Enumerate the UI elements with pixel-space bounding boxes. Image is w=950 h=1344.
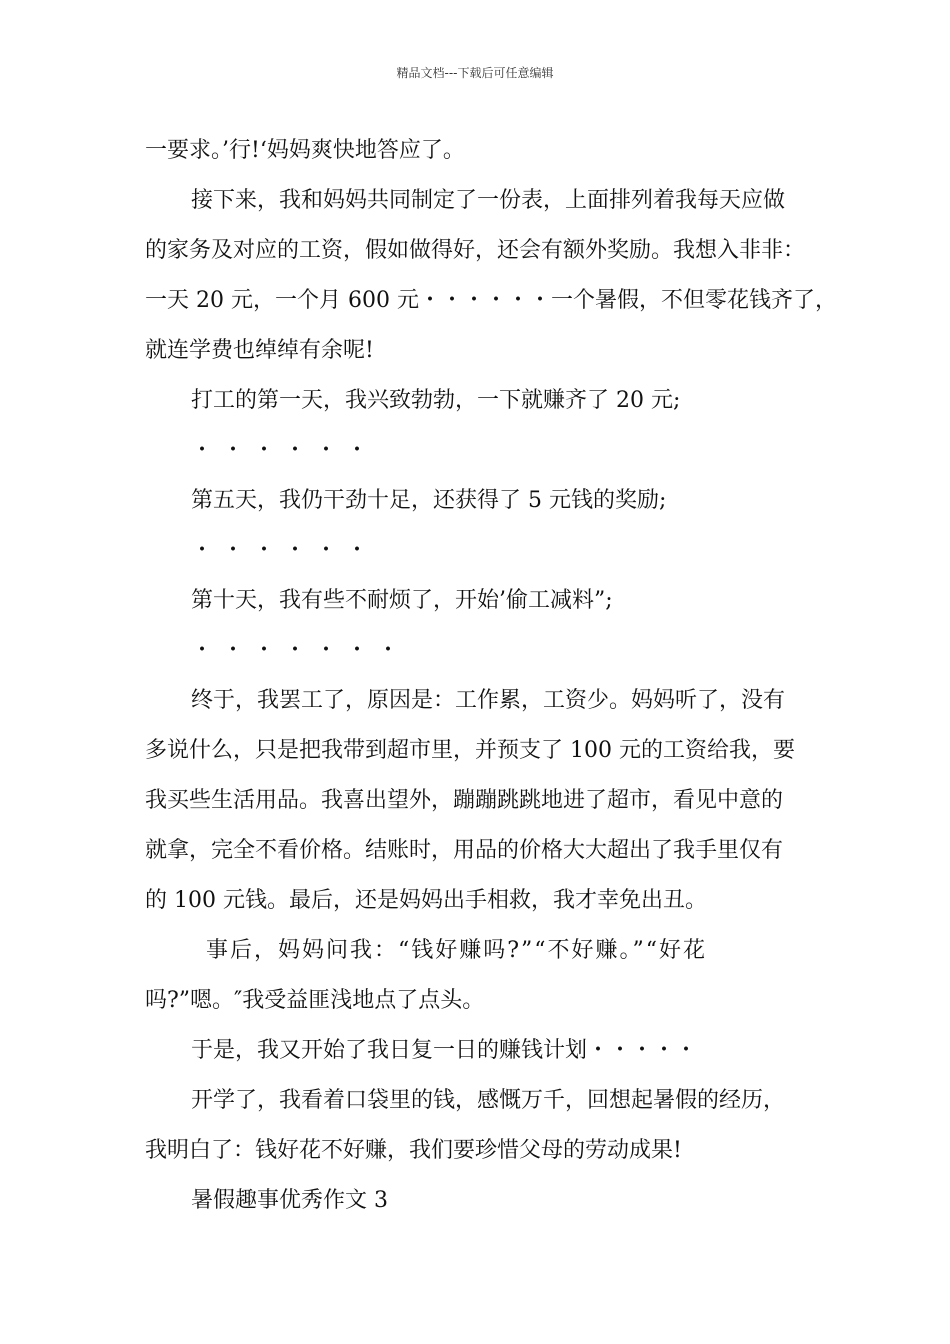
text-line: 一天 20 元，一个月 600 元・・・・・・一个暑假，不但零花钱齐了， [145, 288, 837, 313]
text-line: 吗?”嗯。″我受益匪浅地点了点头。 [145, 988, 485, 1013]
ellipsis-line: ・・・・・・ [191, 538, 378, 563]
text-line: 就连学费也绰绰有余呢! [145, 338, 374, 363]
text-line: 打工的第一天，我兴致勃勃，一下就赚齐了 20 元; [191, 388, 681, 413]
text-line: 开学了，我看着口袋里的钱，感慨万千，回想起暑假的经历， [191, 1088, 786, 1113]
text-line: 多说什么，只是把我带到超市里，并预支了 100 元的工资给我，要 [145, 738, 795, 763]
text-line: 于是，我又开始了我日复一日的赚钱计划・・・・・ [191, 1038, 698, 1063]
text-line: 我明白了：钱好花不好赚，我们要珍惜父母的劳动成果! [145, 1138, 682, 1163]
ellipsis-line: ・・・・・・ [191, 438, 378, 463]
text-line: 接下来，我和妈妈共同制定了一份表，上面排列着我每天应做 [191, 188, 786, 213]
text-line: 终于，我罢工了，原因是：工作累，工资少。妈妈听了，没有 [191, 688, 786, 713]
text-line: 事后，妈妈问我：“钱好赚吗?”“不好赚。”“好花 [206, 938, 708, 963]
text-line: 就拿，完全不看价格。结账时，用品的价格大大超出了我手里仅有 [145, 838, 784, 863]
ellipsis-line: ・・・・・・・ [191, 638, 409, 663]
section-heading: 暑假趣事优秀作文 3 [191, 1188, 388, 1213]
text-line: 的 100 元钱。最后，还是妈妈出手相救，我才幸免出丑。 [145, 888, 707, 913]
text-line: 第十天，我有些不耐烦了，开始’偷工减料”; [191, 588, 613, 613]
text-line: 的家务及对应的工资，假如做得好，还会有额外奖励。我想入非非： [145, 238, 806, 263]
text-line: 第五天，我仍干劲十足，还获得了 5 元钱的奖励; [191, 488, 667, 513]
page-header: 精品文档---下载后可任意编辑 [396, 66, 554, 80]
text-line: 我买些生活用品。我喜出望外，蹦蹦跳跳地进了超市，看见中意的 [145, 788, 784, 813]
text-line: 一要求。’行!‘妈妈爽快地答应了。 [145, 138, 465, 163]
